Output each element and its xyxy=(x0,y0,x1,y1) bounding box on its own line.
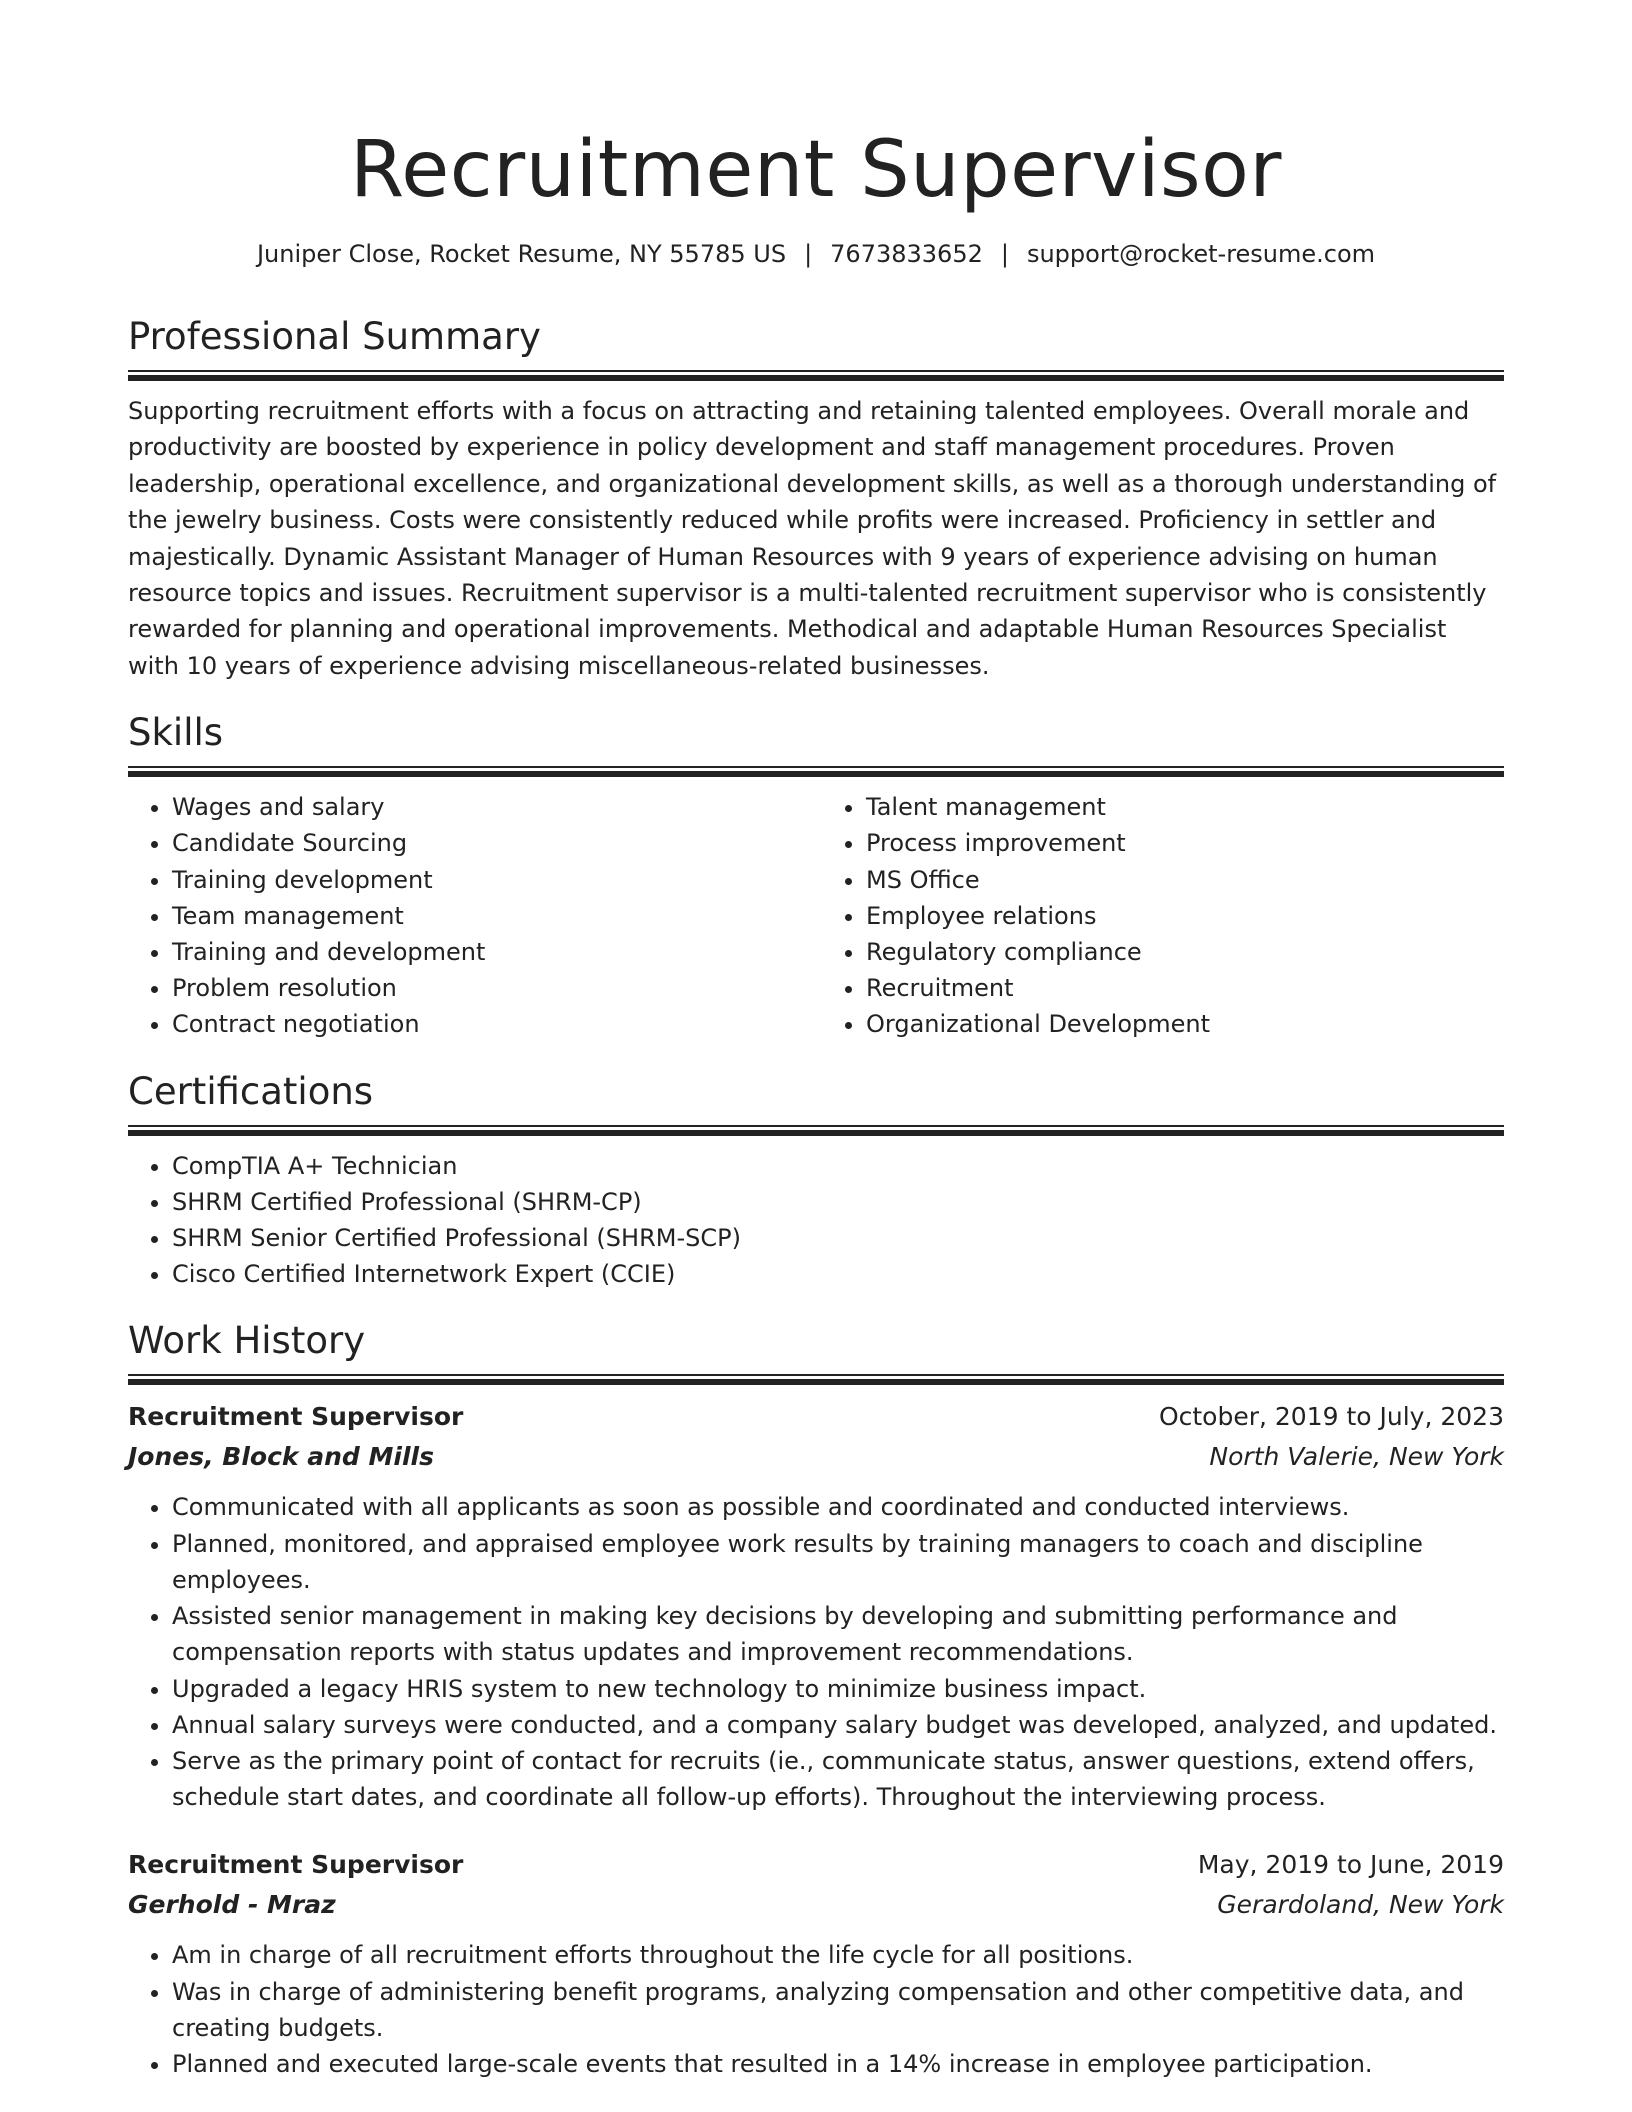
section-divider xyxy=(128,766,1504,777)
skill-item: • Problem resolution xyxy=(172,970,816,1006)
skill-item: • Candidate Sourcing xyxy=(172,825,816,861)
contact-address: Juniper Close, Rocket Resume, NY 55785 US xyxy=(256,240,787,268)
certification-item: • SHRM Certified Professional (SHRM-CP) xyxy=(172,1184,1504,1220)
job-bullet: • Planned, monitored, and appraised employee work results by training managers to coach and discipline employees. xyxy=(172,1526,1504,1598)
job-bullet: • Am in charge of all recruitment efforts throughout the life cycle for all positions. xyxy=(172,1937,1504,1973)
section-title-skills: Skills xyxy=(128,711,224,755)
contact-phone: 7673833652 xyxy=(830,240,983,268)
job-bullet: • Planned and executed large-scale events that resulted in a 14% increase in employee participation. xyxy=(172,2046,1504,2082)
job-location: Gerardoland, New York xyxy=(1217,1890,1504,1920)
job-dates: May, 2019 to June, 2019 xyxy=(1197,1850,1504,1880)
job-bullet: • Assisted senior management in making key decisions by developing and submitting performance and compensation reports with status updates and improvement recommendations. xyxy=(172,1598,1504,1670)
skills-list-left xyxy=(128,789,816,1042)
job-title: Recruitment Supervisor xyxy=(128,1850,464,1880)
skill-item: • Contract negotiation xyxy=(172,1006,816,1042)
contact-separator: | xyxy=(1000,240,1009,268)
job-bullet-list xyxy=(128,1937,1504,2082)
skill-item: • Talent management xyxy=(866,789,1504,825)
skill-item: • Team management xyxy=(172,898,816,934)
job-company: Gerhold - Mraz xyxy=(128,1890,336,1920)
certifications-list xyxy=(128,1148,1504,1293)
skill-item: • Training development xyxy=(172,862,816,898)
job-bullet-list xyxy=(128,1489,1504,1815)
job-company-row xyxy=(128,1885,1504,1925)
job-dates: October, 2019 to July, 2023 xyxy=(1158,1402,1504,1432)
certifications-section xyxy=(128,1067,1504,1293)
section-divider xyxy=(128,370,1504,381)
job-location: North Valerie, New York xyxy=(1209,1442,1504,1472)
job-entry xyxy=(128,1845,1504,2082)
certification-item: • SHRM Senior Certified Professional (SHRM-SCP) xyxy=(172,1220,1504,1256)
job-title: Recruitment Supervisor xyxy=(128,1402,464,1432)
skill-item: • MS Office xyxy=(866,862,1504,898)
job-bullet: • Annual salary surveys were conducted, and a company salary budget was developed, analyzed, and updated. xyxy=(172,1707,1504,1743)
summary-text: Supporting recruitment efforts with a focus on attracting and retaining talented employees. Overall morale and productivity are boosted by experience in policy development and staff management procedures. Proven leadership, operational excellence, and organizational development skills, as well as a thorough understanding of the jewelry business. Costs were consistently reduced while profits were increased. Proficiency in settler and majestically. Dynamic Assistant Manager of Human Resources with 9 years of experience advising on human resource topics and issues. Recruitment supervisor is a multi-talented recruitment supervisor who is consistently rewarded for planning and operational improvements. Methodical and adaptable Human Resources Specialist with 10 years of experience advising miscellaneous-related businesses. xyxy=(128,397,1497,680)
job-company-row xyxy=(128,1437,1504,1477)
section-title-certifications: Certifications xyxy=(128,1069,374,1113)
certification-item: • CompTIA A+ Technician xyxy=(172,1148,1504,1184)
job-bullet: • Upgraded a legacy HRIS system to new technology to minimize business impact. xyxy=(172,1671,1504,1707)
skills-section xyxy=(128,708,1504,1042)
skill-item: • Wages and salary xyxy=(172,789,816,825)
skills-list-right xyxy=(816,789,1504,1042)
section-divider xyxy=(128,1374,1504,1385)
job-header-row xyxy=(128,1397,1504,1437)
skill-item: • Training and development xyxy=(172,934,816,970)
contact-line xyxy=(128,238,1504,270)
certification-item: • Cisco Certified Internetwork Expert (CCIE) xyxy=(172,1256,1504,1292)
contact-separator: | xyxy=(804,240,813,268)
job-bullet: • Was in charge of administering benefit programs, analyzing compensation and other competitive data, and creating budgets. xyxy=(172,1974,1504,2046)
job-company: Jones, Block and Mills xyxy=(128,1442,434,1472)
skill-item: • Organizational Development xyxy=(866,1006,1504,1042)
section-title-summary: Professional Summary xyxy=(128,315,541,358)
work-history-section xyxy=(128,1316,1504,2082)
skills-grid xyxy=(128,789,1504,1042)
skill-item: • Employee relations xyxy=(866,898,1504,934)
job-bullet: • Communicated with all applicants as soon as possible and coordinated and conducted interviews. xyxy=(172,1489,1504,1525)
section-title-work-history: Work History xyxy=(128,1319,366,1363)
skill-item: • Process improvement xyxy=(866,825,1504,861)
resume-page xyxy=(128,0,1504,2082)
skill-item: • Regulatory compliance xyxy=(866,934,1504,970)
contact-email[interactable]: support@rocket-resume.com xyxy=(1026,240,1376,268)
candidate-name: Recruitment Supervisor xyxy=(350,125,1282,215)
job-header-row xyxy=(128,1845,1504,1885)
section-divider xyxy=(128,1125,1504,1136)
job-entry xyxy=(128,1397,1504,1815)
job-bullet: • Serve as the primary point of contact for recruits (ie., communicate status, answer questions, extend offers, schedule start dates, and coordinate all follow-up efforts). Throughout the interviewing process. xyxy=(172,1743,1504,1815)
skill-item: • Recruitment xyxy=(866,970,1504,1006)
summary-section xyxy=(128,312,1504,684)
